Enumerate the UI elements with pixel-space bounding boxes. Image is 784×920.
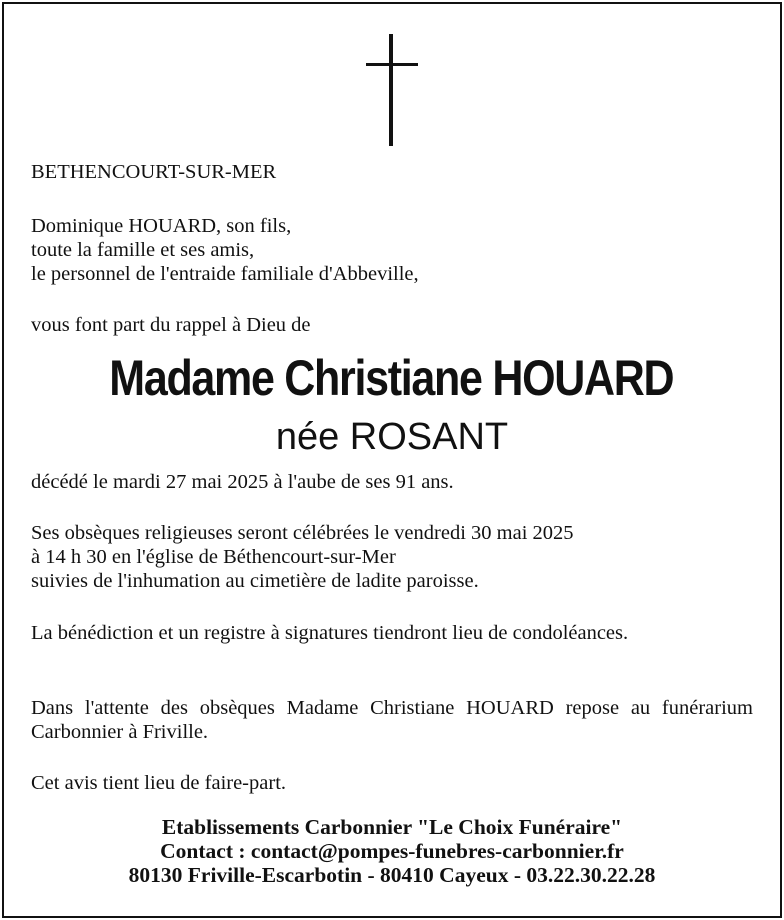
cross-horizontal-bar (366, 63, 418, 66)
family-line-2: toute la famille et ses amis, (31, 239, 255, 261)
footer-address: 80130 Friville-Escarbotin - 80410 Cayeux - 03.22.30.22.28 (128, 863, 656, 887)
closing-line: Cet avis tient lieu de faire-part. (31, 772, 287, 794)
maiden-name: née ROSANT (275, 416, 509, 458)
footer-contact: Contact : contact@pompes-funebres-carbonnier.fr (160, 839, 624, 863)
funeral-line-1: Ses obsèques religieuses seront célébrées le vendredi 30 mai 2025 (31, 522, 574, 544)
family-line-1: Dominique HOUARD, son fils, (31, 215, 292, 237)
funeral-line-3: suivies de l'inhumation au cimetière de ladite paroisse. (31, 570, 479, 592)
repose-paragraph: Dans l'attente des obsèques Madame Christiane HOUARD repose au funérarium Carbonnier à Friville. (31, 697, 753, 743)
funeral-line-2: à 14 h 30 en l'église de Béthencourt-sur-Mer (31, 546, 396, 568)
funeral-home-footer (0, 815, 784, 887)
condolences-paragraph: La bénédiction et un registre à signatures tiendront lieu de condoléances. (31, 622, 629, 644)
cross-vertical-bar (389, 34, 393, 146)
death-info: décédé le mardi 27 mai 2025 à l'aube de ses 91 ans. (31, 471, 454, 493)
footer-company: Etablissements Carbonnier "Le Choix Funéraire" (161, 815, 623, 839)
cross-icon (366, 34, 418, 146)
announcement-intro: vous font part du rappel à Dieu de (31, 314, 311, 336)
location-heading: BETHENCOURT-SUR-MER (31, 161, 277, 183)
deceased-name: Madame Christiane HOUARD (109, 350, 674, 406)
family-line-3: le personnel de l'entraide familiale d'Abbeville, (31, 263, 419, 285)
